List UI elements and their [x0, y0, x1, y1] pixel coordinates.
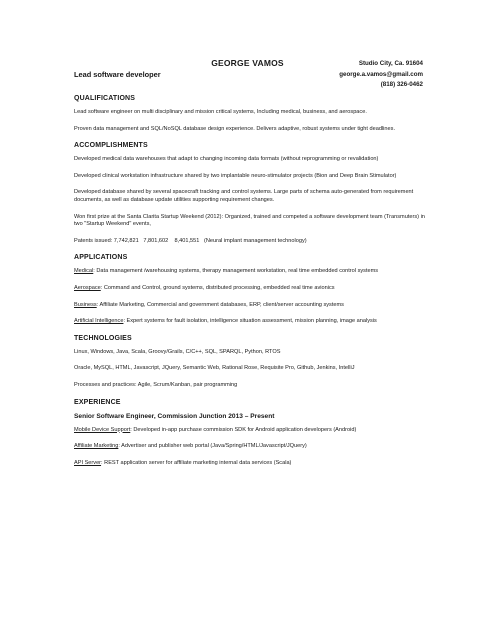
- candidate-role: Lead software developer: [74, 70, 161, 79]
- resume-body: [74, 95, 426, 476]
- technology-item: Linux, Windows, Java, Scala, Groovy/Grails, C/C++, SQL, SPARQL, Python, RTOS: [74, 348, 281, 355]
- section-title-technologies: TECHNOLOGIES: [74, 334, 132, 342]
- contact-block: [339, 59, 423, 91]
- candidate-name: GEORGE VAMOS: [211, 58, 284, 68]
- application-item: [74, 268, 426, 276]
- contact-phone: (818) 326-0462: [380, 81, 423, 88]
- contact-email: george.a.vamos@gmail.com: [339, 70, 423, 78]
- technology-item: Oracle, MySQL, HTML, Javascript, JQuery, Semantic Web, Rational Rose, Requisite Pro, Github, Jenkins, IntelliJ: [74, 365, 355, 372]
- qualification-item: Lead software engineer on multi disciplinary and mission critical systems, Including medical, business, and aerospace.: [74, 109, 367, 115]
- accomplishment-item: Developed medical data warehouses that adapt to changing incoming data formats (without reprogramming or revalidation): [74, 156, 379, 163]
- experience-text: : Advertiser and publisher web portal (Java/Spring/HTML/Javascript/JQuery): [118, 443, 307, 450]
- accomplishment-item: Developed database shared by several spacecraft tracking and control systems. Large parts of schema auto-generated from requirement documents, as well as database update utilities supporting requirement changes.: [74, 189, 414, 203]
- experience-section: [74, 399, 426, 468]
- application-text: : Data management /warehousing systems, therapy management workstation, real time embedded control systems: [93, 268, 379, 275]
- experience-text: : REST application server for affiliate marketing internal data services (Scala): [101, 459, 292, 466]
- accomplishment-item: Developed clinical workstation infrastructure shared by two implantable neuro-stimulator projects (Bion and Deep Brain Stimulator): [74, 172, 397, 179]
- application-label: Medical: [74, 268, 94, 275]
- qualifications-section: [74, 95, 426, 133]
- application-label: Business: [74, 301, 97, 308]
- accomplishment-item: Patents issued: 7,742,821 7,801,602 8,401,551 (Neural implant management technology): [74, 237, 307, 244]
- application-text: : Command and Control, ground systems, distributed processing, embedded real time avionics: [100, 284, 335, 291]
- contact-location: Studio City, Ca. 91604: [358, 60, 423, 67]
- technologies-section: [74, 335, 426, 390]
- applications-section: [74, 254, 426, 325]
- experience-label: Mobile Device Support: [74, 426, 131, 433]
- experience-item: [74, 427, 426, 435]
- application-label: Artificial Intelligence: [74, 318, 124, 325]
- accomplishments-section: [74, 142, 426, 245]
- application-item: [74, 318, 426, 326]
- experience-label: API Server: [74, 459, 102, 466]
- application-label: Aerospace: [74, 284, 101, 291]
- application-item: [74, 285, 426, 293]
- section-title-qualifications: QUALIFICATIONS: [74, 95, 136, 102]
- experience-item: [74, 460, 426, 468]
- qualification-item: Proven data management and SQL/NoSQL database design experience. Delivers adaptive, robust systems under tight deadlines.: [74, 125, 396, 132]
- experience-text: : Developed in-app purchase commission SDK for Android application developers (Android): [130, 426, 357, 433]
- section-title-experience: EXPERIENCE: [74, 398, 121, 406]
- section-title-applications: APPLICATIONS: [74, 254, 128, 262]
- application-item: [74, 302, 426, 310]
- accomplishment-item: Won first prize at the Santa Clarita Startup Weekend (2012): Organized, trained and competed a software development team (Transmuters) in two "Startup Weekend" events,: [74, 213, 425, 228]
- experience-label: Affiliate Marketing: [74, 443, 119, 450]
- application-text: : Expert systems for fault isolation, intelligence situation assessment, mission planning, image analysis: [123, 318, 377, 325]
- job-title: Senior Software Engineer, Commission Junction 2013 – Present: [74, 412, 275, 420]
- experience-item: [74, 443, 426, 451]
- technology-item: Processes and practices: Agile, Scrum/Kanban, pair programming: [74, 381, 238, 388]
- section-title-accomplishments: ACCOMPLISHMENTS: [74, 142, 148, 150]
- application-text: : Affiliate Marketing, Commercial and government databases, ERP, client/server accounting systems: [96, 301, 344, 308]
